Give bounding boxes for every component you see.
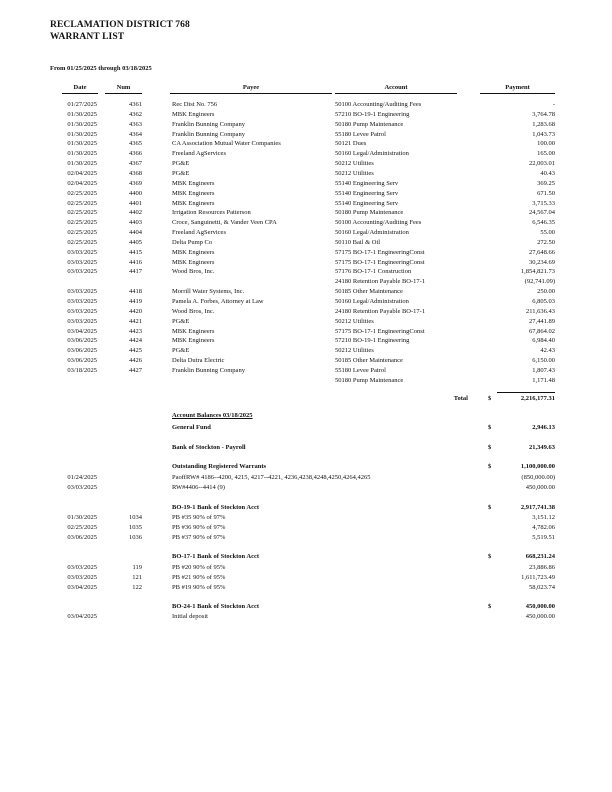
item-payee: RW#4406--4414 (9): [172, 484, 225, 491]
row-amount: 165.00: [537, 150, 555, 158]
row-payee: Franklin Bunning Company: [172, 120, 245, 128]
row-num: 4415: [129, 248, 142, 256]
row-date: 03/03/2025: [67, 307, 97, 315]
row-account: 57175 BO-17-1 EngineeringConst: [335, 327, 425, 335]
item-amount: 4,782.06: [532, 523, 555, 531]
row-amount: 40.43: [540, 169, 555, 177]
item-date: 03/03/2025: [67, 573, 97, 581]
row-account: 57176 BO-17-1 Construction: [335, 268, 412, 276]
row-account: 50180 Pump Maintenance: [335, 376, 404, 384]
row-account: 57175 BO-17-1 EngineeringConst: [335, 258, 425, 266]
total-rule: [497, 392, 555, 393]
general-fund-label: General Fund: [172, 424, 211, 431]
table-row: [0, 356, 612, 366]
row-num: 4404: [129, 229, 142, 237]
report-name: WARRANT LIST: [50, 32, 125, 42]
row-account: 50212 Utilities: [335, 317, 374, 325]
item-date: 03/04/2025: [67, 613, 97, 620]
row-date: 03/03/2025: [67, 298, 97, 305]
row-amount: 6,546.35: [532, 219, 555, 227]
bo24-dollar: $: [488, 603, 492, 610]
row-payee: Franklin Bunning Company: [172, 366, 245, 374]
row-amount: 3,715.33: [532, 199, 555, 207]
item-amount: 5,519.51: [532, 533, 555, 541]
row-date: 02/25/2025: [67, 219, 97, 227]
row-payee: Freeland AgServices: [172, 229, 226, 237]
row-num: 4365: [129, 140, 142, 148]
row-num: 4363: [129, 120, 142, 128]
row-account: 50212 Utilities: [335, 347, 374, 355]
table-row: [0, 307, 612, 317]
row-amount: 22,003.01: [529, 160, 555, 168]
row-account: 50160 Legal/Administration: [335, 298, 409, 305]
row-amount: (92,741.09): [524, 278, 555, 286]
row-amount: 42.43: [540, 347, 555, 355]
row-account: 57175 BO-17-1 EngineeringConst: [335, 248, 425, 256]
district-name: RECLAMATION DISTRICT 768: [50, 20, 190, 30]
row-account: 50160 Legal/Administration: [335, 150, 409, 158]
row-amount: 30,234.69: [529, 258, 555, 266]
row-date: 01/30/2025: [67, 150, 97, 158]
row-num: 4369: [129, 179, 142, 187]
outstanding-dollar: $: [488, 463, 492, 470]
table-row: [0, 583, 612, 593]
row-payee: MBK Engineers: [172, 110, 215, 118]
item-amount: 450,000.00: [525, 484, 555, 491]
row-date: 01/27/2025: [67, 101, 97, 108]
item-amount: (850,000.00): [521, 474, 555, 481]
row-amount: 6,150.00: [532, 357, 555, 365]
row-amount: 6,984.40: [532, 337, 555, 345]
item-amount: 3,151.12: [532, 514, 555, 521]
row-payee: Wood Bros, Inc.: [172, 307, 215, 315]
general-fund-dollar: $: [488, 424, 492, 431]
row-date: 01/30/2025: [67, 140, 97, 148]
row-num: 4403: [129, 219, 142, 227]
outstanding-item: [0, 473, 612, 483]
item-num: 1036: [129, 533, 142, 541]
table-row: [0, 149, 612, 159]
column-header-account: Account: [335, 84, 457, 94]
row-num: 4426: [129, 357, 142, 365]
outstanding-label: Outstanding Registered Warrants: [172, 463, 267, 470]
row-date: 03/06/2025: [67, 347, 97, 355]
item-num: 122: [132, 583, 142, 591]
row-date: 03/18/2025: [67, 366, 97, 374]
table-row: [0, 267, 612, 277]
payroll-amount: 21,349.63: [529, 444, 555, 451]
row-account: 55140 Engineering Serv: [335, 189, 399, 197]
item-num: 1035: [129, 523, 142, 531]
row-num: 4361: [129, 101, 142, 108]
item-amount: 450,000.00: [525, 613, 555, 620]
row-account: 50185 Other Maintenance: [335, 357, 403, 365]
row-amount: 272.50: [537, 238, 555, 246]
row-amount: 27,648.66: [529, 248, 555, 256]
table-row: [0, 573, 612, 583]
row-date: 03/04/2025: [67, 327, 97, 335]
item-payee: PaoffRW# 4186--4200, 4215, 4217--4221, 4236,4238,4248,4250,4264,4265: [172, 474, 371, 481]
column-header-date: Date: [62, 84, 98, 94]
row-account: 57210 BO-19-1 Engineering: [335, 110, 410, 118]
item-date: 01/30/2025: [67, 514, 97, 521]
item-num: 1034: [129, 514, 142, 521]
total-dollar: $: [488, 395, 492, 402]
row-amount: 211,636.43: [525, 307, 555, 315]
row-account: 50160 Legal/Administration: [335, 229, 409, 237]
payroll-dollar: $: [488, 444, 492, 451]
row-amount: 55.00: [540, 229, 555, 237]
row-date: 02/25/2025: [67, 238, 97, 246]
item-num: 119: [132, 564, 142, 571]
table-row: [0, 612, 612, 622]
bo24-amount: 450,000.00: [525, 603, 555, 610]
total-amount: 2,216,177.31: [520, 395, 555, 402]
row-account: 55180 Levee Patrol: [335, 366, 386, 374]
table-row: [0, 287, 612, 297]
table-row: [0, 139, 612, 149]
row-amount: 1,043.73: [532, 130, 555, 138]
table-row: [0, 317, 612, 327]
row-date: 01/30/2025: [67, 120, 97, 128]
outstanding-item: [0, 483, 612, 493]
table-row: [0, 228, 612, 238]
row-account: 50100 Accounting/Auditing Fees: [335, 219, 422, 227]
balances-heading-row: [0, 411, 612, 421]
item-num: 121: [132, 573, 142, 581]
row-num: 4400: [129, 189, 142, 197]
row-account: 50100 Accounting/Auditing Fees: [335, 101, 422, 108]
bo17-row: [0, 552, 612, 562]
item-date: 03/03/2025: [67, 484, 97, 491]
table-row: [0, 523, 612, 533]
table-row: [0, 248, 612, 258]
total-row: [0, 394, 612, 404]
row-num: 4416: [129, 258, 142, 266]
row-amount: 100.00: [537, 140, 555, 148]
row-payee: Pamela A. Forbes, Attorney at Law: [172, 298, 264, 305]
row-num: 4425: [129, 347, 142, 355]
outstanding-row: [0, 462, 612, 472]
row-payee: PG&E: [172, 317, 190, 325]
row-amount: 1,854,821.73: [520, 268, 555, 276]
table-row: [0, 513, 612, 523]
row-num: 4401: [129, 199, 142, 207]
row-payee: Delta Pump Co: [172, 238, 213, 246]
row-date: 02/25/2025: [67, 189, 97, 197]
bo19-label: BO-19-1 Bank of Stockton Acct: [172, 504, 260, 511]
row-num: 4421: [129, 317, 142, 325]
row-payee: CA Association Mutual Water Companies: [172, 140, 281, 148]
row-num: 4427: [129, 366, 142, 374]
table-row: [0, 169, 612, 179]
column-header-payee: Payee: [170, 84, 332, 94]
row-account: 24180 Retention Payable BO-17-1: [335, 307, 426, 315]
row-payee: PG&E: [172, 169, 190, 177]
payroll-row: [0, 443, 612, 453]
row-account: 50185 Other Maintenance: [335, 288, 403, 296]
row-date: 03/03/2025: [67, 317, 97, 325]
item-amount: 1,611,723.49: [521, 573, 555, 581]
report-title: [50, 19, 190, 43]
table-row: [0, 208, 612, 218]
row-payee: Rec Dist No. 756: [172, 101, 218, 108]
outstanding-amount: 1,100,000.00: [520, 463, 555, 470]
row-date: 01/30/2025: [67, 130, 97, 138]
table-row: [0, 258, 612, 268]
row-date: 02/04/2025: [67, 169, 97, 177]
item-payee: PB #35 90% of 97%: [172, 514, 226, 521]
row-payee: Irrigation Resources Patterson: [172, 209, 251, 217]
row-payee: PG&E: [172, 347, 190, 355]
table-row: [0, 130, 612, 140]
row-date: 02/25/2025: [67, 209, 97, 217]
row-account: 57210 BO-19-1 Engineering: [335, 337, 410, 345]
row-amount: 369.25: [537, 179, 555, 187]
row-date: 03/06/2025: [67, 337, 97, 345]
row-account: 50110 Bail & Oil: [335, 238, 381, 246]
row-account: 50121 Dues: [335, 140, 367, 148]
table-row: [0, 346, 612, 356]
row-date: 01/30/2025: [67, 110, 97, 118]
item-payee: Initial deposit: [172, 613, 208, 620]
row-account: 50212 Utilities: [335, 169, 374, 177]
row-amount: 1,807.43: [532, 366, 555, 374]
row-date: 02/25/2025: [67, 199, 97, 207]
row-date: 03/03/2025: [67, 258, 97, 266]
row-num: 4362: [129, 110, 142, 118]
row-account: 24180 Retention Payable BO-17-1: [335, 278, 426, 286]
table-row: [0, 199, 612, 209]
table-row: [0, 366, 612, 376]
date-range: From 01/25/2025 through 03/18/2025: [50, 65, 152, 72]
row-date: 03/03/2025: [67, 288, 97, 296]
payroll-label: Bank of Stockton - Payroll: [172, 444, 246, 451]
item-date: 02/25/2025: [67, 523, 97, 531]
row-amount: 1,171.48: [532, 376, 555, 384]
table-row: [0, 336, 612, 346]
item-amount: 58,023.74: [529, 583, 555, 591]
row-num: 4367: [129, 160, 142, 168]
row-payee: Morrill Water Systems, Inc.: [172, 288, 245, 296]
row-payee: MBK Engineers: [172, 337, 215, 345]
row-num: 4420: [129, 307, 142, 315]
row-payee: PG&E: [172, 160, 190, 168]
item-date: 03/04/2025: [67, 583, 97, 591]
general-fund-row: [0, 423, 612, 433]
column-header-num: Num: [105, 84, 142, 94]
table-row: [0, 100, 612, 110]
row-num: 4418: [129, 288, 142, 296]
bo19-amount: 2,917,741.38: [520, 504, 555, 511]
row-amount: 27,441.89: [529, 317, 555, 325]
row-date: 02/25/2025: [67, 229, 97, 237]
row-amount: 24,567.04: [529, 209, 555, 217]
item-date: 03/06/2025: [67, 533, 97, 541]
row-num: 4364: [129, 130, 142, 138]
row-payee: Wood Bros, Inc.: [172, 268, 215, 276]
table-row: [0, 179, 612, 189]
table-row: [0, 120, 612, 130]
item-payee: PB #37 90% of 97%: [172, 533, 226, 541]
item-payee: PB #19 90% of 95%: [172, 583, 226, 591]
row-payee: MBK Engineers: [172, 258, 215, 266]
row-date: 03/03/2025: [67, 248, 97, 256]
row-num: 4417: [129, 268, 142, 276]
row-amount: 67,864.02: [529, 327, 555, 335]
row-account: 55140 Engineering Serv: [335, 199, 399, 207]
row-date: 01/30/2025: [67, 160, 97, 168]
row-amount: 1,283.68: [532, 120, 555, 128]
table-row: [0, 159, 612, 169]
row-amount: 3,764.78: [532, 110, 555, 118]
bo17-amount: 668,231.24: [525, 553, 555, 560]
table-row: [0, 563, 612, 573]
row-date: 02/04/2025: [67, 179, 97, 187]
bo24-row: [0, 602, 612, 612]
item-payee: PB #20 90% of 95%: [172, 564, 226, 571]
table-row: [0, 238, 612, 248]
row-num: 4424: [129, 337, 142, 345]
row-num: 4402: [129, 209, 142, 217]
bo24-label: BO-24-1 Bank of Stockton Acct: [172, 603, 260, 610]
balances-heading: Account Balances 03/18/2025: [172, 412, 253, 419]
item-date: 01/24/2025: [67, 474, 97, 481]
item-amount: 23,886.86: [529, 564, 555, 571]
row-date: 03/03/2025: [67, 268, 97, 276]
bo19-dollar: $: [488, 504, 492, 511]
row-amount: 6,805.03: [532, 298, 555, 305]
table-row: [0, 110, 612, 120]
row-num: 4368: [129, 169, 142, 177]
item-payee: PB #36 90% of 97%: [172, 523, 226, 531]
bo19-row: [0, 503, 612, 513]
row-account: 50212 Utilities: [335, 160, 374, 168]
table-row: [0, 277, 612, 287]
row-account: 50180 Pump Maintenance: [335, 120, 404, 128]
general-fund-amount: 2,946.13: [532, 424, 555, 431]
row-num: 4423: [129, 327, 142, 335]
table-row: [0, 189, 612, 199]
row-amount: 250.00: [537, 288, 555, 296]
row-num: 4419: [129, 298, 142, 305]
table-row: [0, 533, 612, 543]
row-payee: MBK Engineers: [172, 248, 215, 256]
table-row: [0, 376, 612, 386]
row-num: 4405: [129, 238, 142, 246]
row-account: 55140 Engineering Serv: [335, 179, 399, 187]
row-payee: Delta Dutra Electric: [172, 357, 225, 365]
row-payee: MBK Engineers: [172, 327, 215, 335]
table-row: [0, 297, 612, 307]
item-date: 03/03/2025: [67, 564, 97, 571]
bo17-dollar: $: [488, 553, 492, 560]
row-num: 4366: [129, 150, 142, 158]
column-header-payment: Payment: [480, 84, 555, 94]
table-row: [0, 327, 612, 337]
row-payee: Freeland AgServices: [172, 150, 226, 158]
row-payee: MBK Engineers: [172, 199, 215, 207]
row-date: 03/06/2025: [67, 357, 97, 365]
row-payee: Franklin Bunning Company: [172, 130, 245, 138]
row-account: 55180 Levee Patrol: [335, 130, 386, 138]
row-amount: -: [552, 101, 555, 108]
item-payee: PB #21 90% of 95%: [172, 573, 226, 581]
bo17-label: BO-17-1 Bank of Stockton Acct: [172, 553, 260, 560]
row-payee: MBK Engineers: [172, 189, 215, 197]
table-row: [0, 218, 612, 228]
row-payee: MBK Engineers: [172, 179, 215, 187]
row-payee: Croce, Sanguinetti, & Vander Veen CPA: [172, 219, 277, 227]
row-amount: 671.50: [537, 189, 555, 197]
total-label: Total: [453, 395, 468, 402]
row-account: 50180 Pump Maintenance: [335, 209, 404, 217]
